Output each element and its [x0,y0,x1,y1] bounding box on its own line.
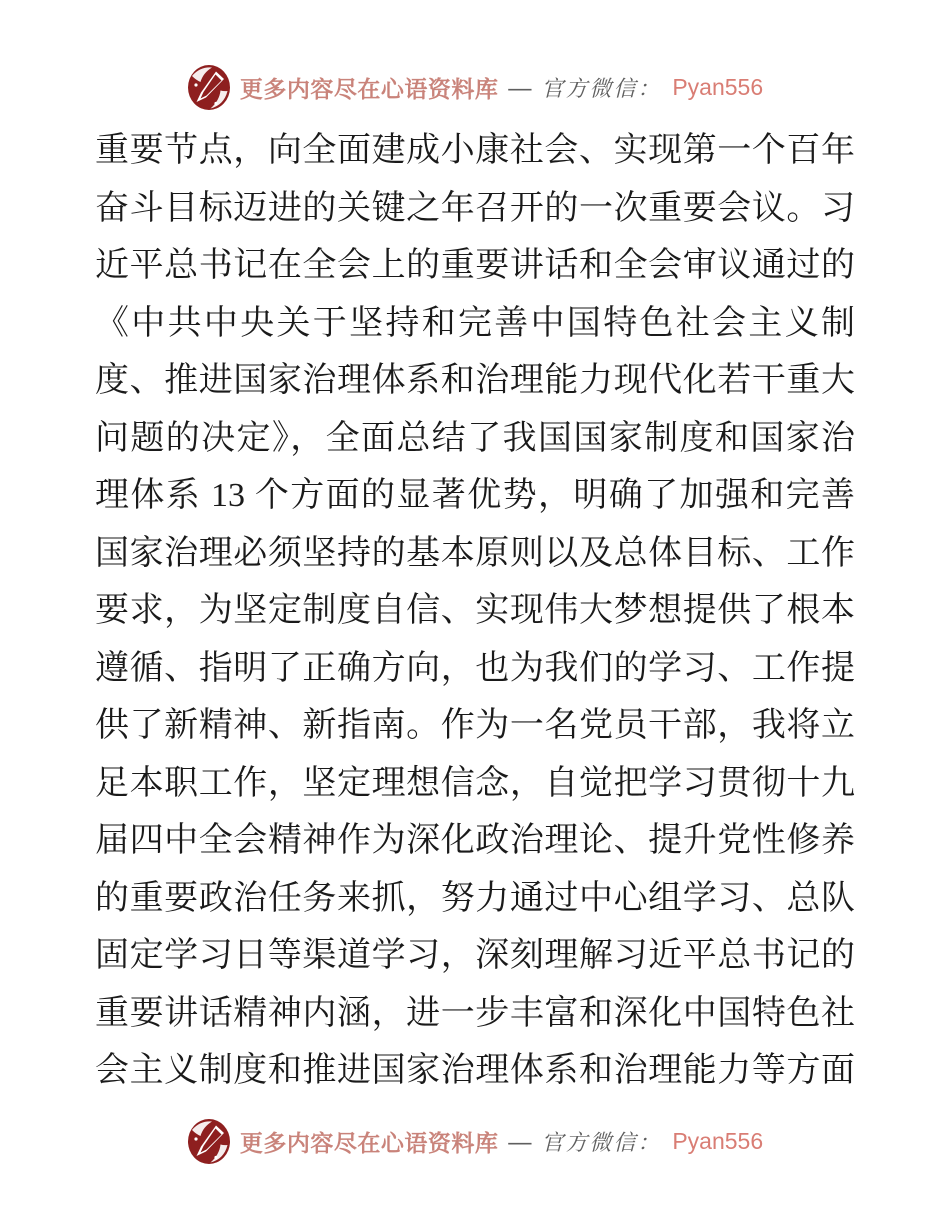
watermark-wechat-id: Pyan556 [672,74,764,100]
watermark-brand-text: 更多内容尽在心语资料库 [239,77,499,102]
text-line: 问题的决定》，全面总结了我国国家制度和国家治 [95,419,855,457]
text-line: 度、推进国家治理体系和治理能力现代化若干重大 [95,362,855,399]
text-line: 重要节点，向全面建成小康社会、实现第一个百年 [95,132,855,169]
text-line: 《中共中央关于坚持和完善中国特色社会主义制 [95,304,855,342]
text-line: 足本职工作，坚定理想信念，自觉把学习贯彻十九 [95,764,855,802]
watermark-dash: — [508,74,532,100]
text-line: 奋斗目标迈进的关键之年召开的一次重要会议。习 [95,189,855,227]
text-line: 要求，为坚定制度自信、实现伟大梦想提供了根本 [95,592,855,629]
pen-circle-logo-icon [187,1118,231,1165]
text-line: 固定学习日等渠道学习，深刻理解习近平总书记的 [95,937,855,974]
text-line: 国家治理必须坚持的基本原则以及总体目标、工作 [95,534,855,572]
watermark-wechat-id: Pyan556 [672,1128,764,1154]
text-line: 届四中全会精神作为深化政治理论、提升党性修养 [95,822,855,859]
watermark-brand-text: 更多内容尽在心语资料库 [239,1131,499,1156]
watermark-header [0,64,950,111]
document-body [0,122,950,1100]
watermark-wechat-label: 官方微信： [541,1130,662,1155]
pen-circle-logo-icon [187,64,231,111]
text-line: 遵循、指明了正确方向，也为我们的学习、工作提 [95,649,855,687]
watermark-footer [0,1118,950,1165]
watermark-wechat-label: 官方微信： [541,76,662,101]
text-line: 的重要政治任务来抓，努力通过中心组学习、总队 [95,879,855,917]
text-line: 近平总书记在全会上的重要讲话和全会审议通过的 [95,247,855,284]
text-line: 供了新精神、新指南。作为一名党员干部，我将立 [95,707,855,744]
text-line: 重要讲话精神内涵，进一步丰富和深化中国特色社 [95,994,855,1032]
watermark-dash: — [508,1128,532,1154]
text-line: 理体系 13 个方面的显著优势，明确了加强和完善 [95,477,855,514]
text-line: 会主义制度和推进国家治理体系和治理能力等方面 [95,1052,855,1089]
